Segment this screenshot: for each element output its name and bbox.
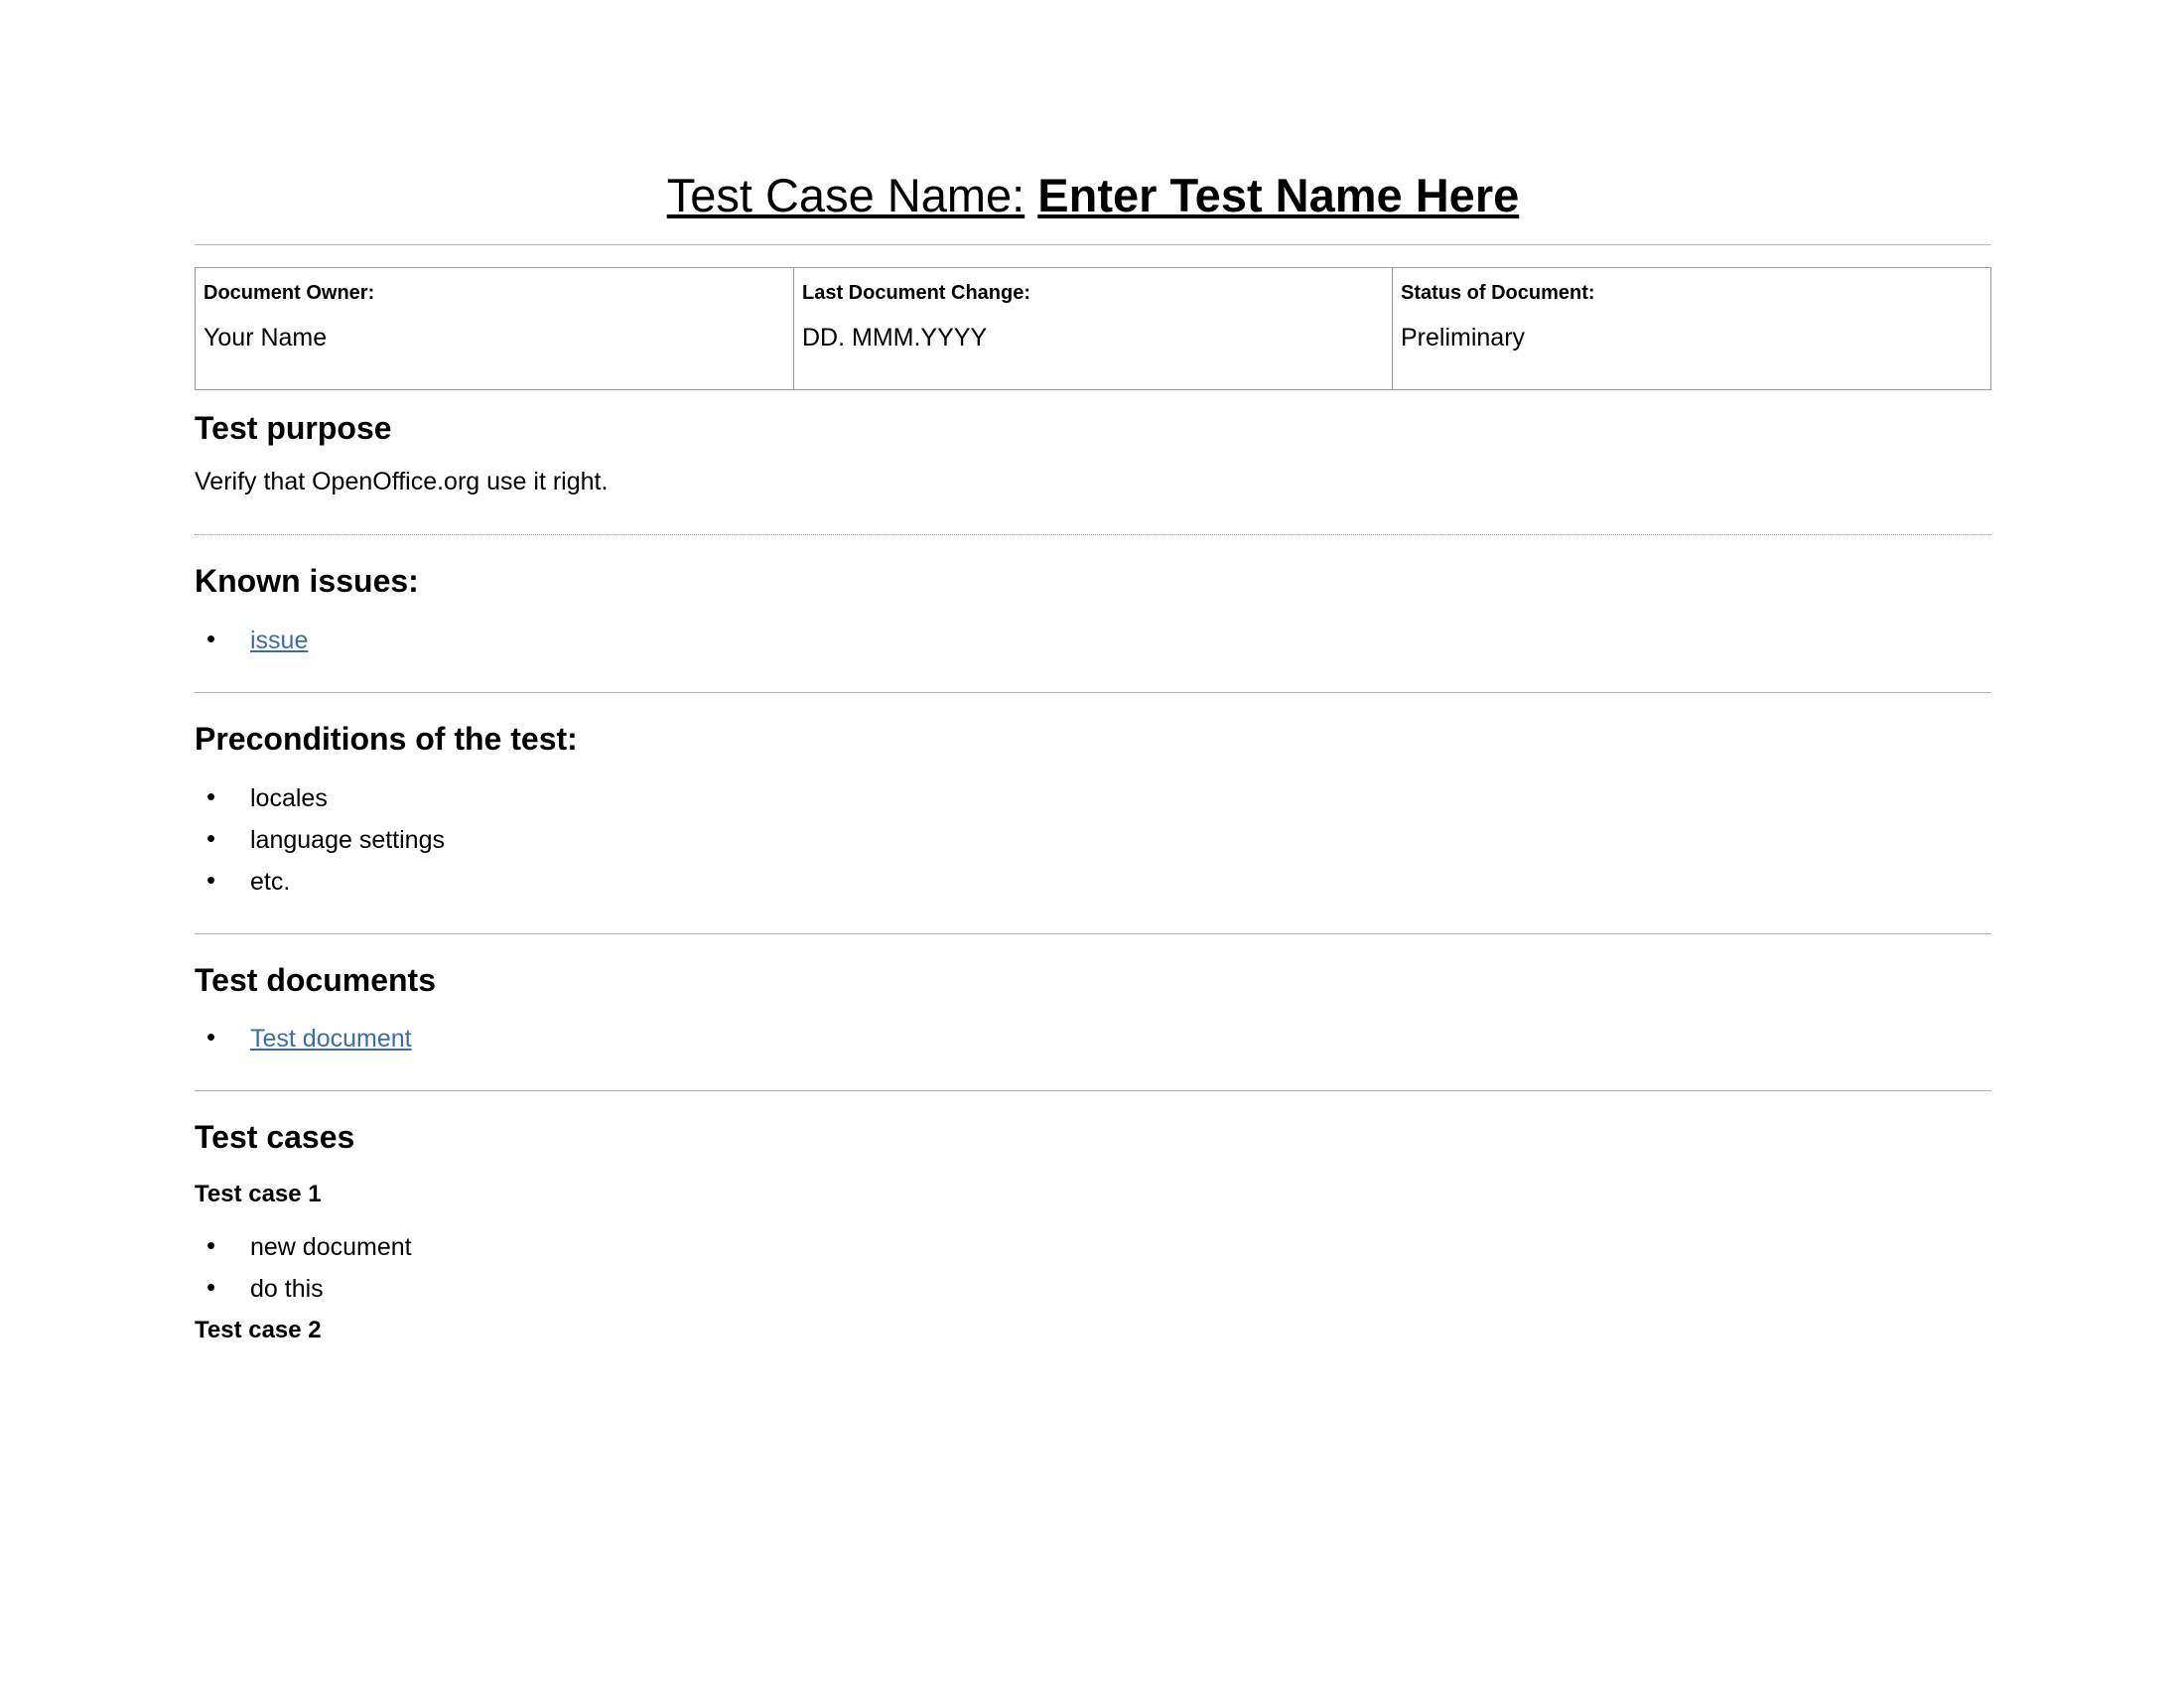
list-item: • etc. bbox=[195, 866, 1991, 898]
page-title bbox=[195, 169, 1991, 222]
heading-test-cases: Test cases bbox=[195, 1119, 355, 1156]
table-row bbox=[196, 268, 1991, 390]
title-divider bbox=[195, 244, 1991, 245]
list-preconditions bbox=[195, 782, 1991, 898]
list-item: • language settings bbox=[195, 824, 1991, 856]
meta-label-status: Status of Document: bbox=[1401, 282, 1595, 305]
link-issue[interactable]: issue bbox=[250, 626, 309, 654]
link-test-document[interactable]: Test document bbox=[250, 1025, 412, 1054]
heading-preconditions: Preconditions of the test: bbox=[195, 720, 578, 757]
document-meta-table bbox=[195, 267, 1991, 390]
section-divider-1 bbox=[195, 534, 1991, 535]
page-title-label: Test Case Name: bbox=[666, 169, 1025, 221]
meta-cell-last-change bbox=[794, 268, 1393, 390]
list-item bbox=[195, 625, 1991, 656]
list-item: • do this bbox=[195, 1273, 1991, 1305]
meta-value-status: Preliminary bbox=[1401, 324, 1526, 352]
document-content bbox=[195, 169, 1991, 1345]
heading-test-case-1: Test case 1 bbox=[195, 1180, 322, 1207]
meta-value-last-change: DD. MMM.YYYY bbox=[802, 324, 988, 352]
meta-value-owner: Your Name bbox=[204, 324, 328, 352]
list-test-documents bbox=[195, 1023, 1991, 1055]
heading-test-documents: Test documents bbox=[195, 961, 436, 998]
meta-cell-status bbox=[1393, 268, 1991, 390]
list-known-issues bbox=[195, 625, 1991, 656]
meta-label-last-change: Last Document Change: bbox=[802, 282, 1031, 305]
section-divider-2 bbox=[195, 692, 1991, 693]
list-item: • locales bbox=[195, 782, 1991, 814]
heading-known-issues: Known issues: bbox=[195, 563, 419, 600]
list-test-case-1 bbox=[195, 1231, 1991, 1305]
list-item bbox=[195, 1023, 1991, 1055]
list-item: • new document bbox=[195, 1231, 1991, 1263]
section-divider-3 bbox=[195, 933, 1991, 934]
meta-label-owner: Document Owner: bbox=[204, 282, 375, 305]
page-title-value: Enter Test Name Here bbox=[1037, 169, 1520, 221]
heading-test-case-2: Test case 2 bbox=[195, 1316, 322, 1343]
heading-test-purpose: Test purpose bbox=[195, 410, 392, 447]
meta-cell-owner bbox=[196, 268, 794, 390]
section-divider-4 bbox=[195, 1090, 1991, 1091]
text-test-purpose: Verify that OpenOffice.org use it right. bbox=[195, 467, 609, 495]
